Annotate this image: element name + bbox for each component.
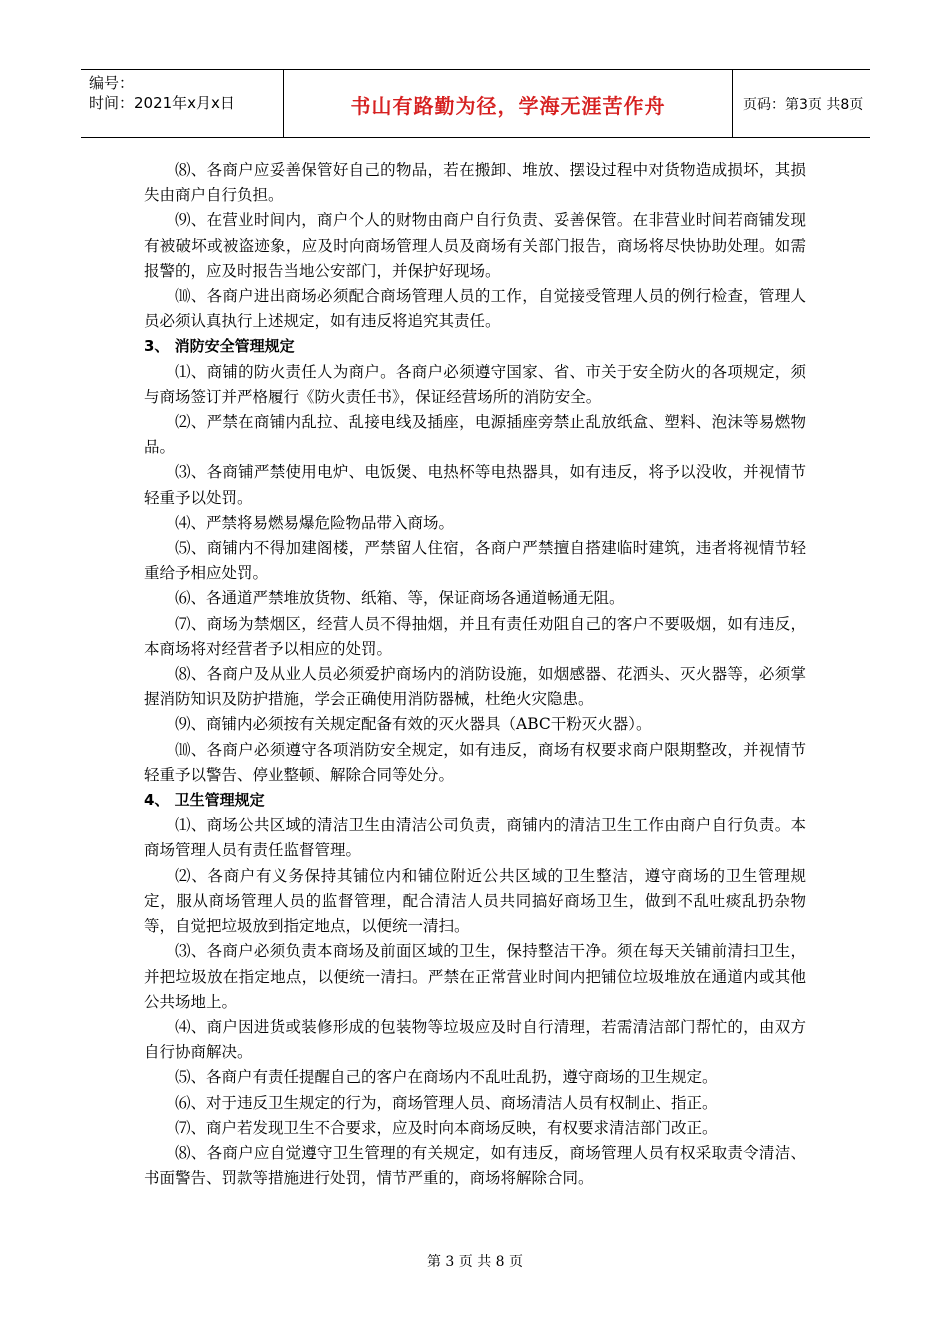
- page-footer: 第 3 页 共 8 页: [426, 1254, 524, 1270]
- section-heading: 3、 消防安全管理规定: [144, 337, 295, 356]
- regulation-item: ⑵、严禁在商铺内乱拉、乱接电线及插座，电源插座旁禁止乱放纸盒、塑料、泡沫等易燃物品。: [144, 413, 806, 457]
- page-header: [81, 69, 870, 138]
- regulation-item: ⑽、各商户必须遵守各项消防安全规定，如有违反，商场有权要求商户限期整改，并视情节轻重予以警告、停业整顿、解除合同等处分。: [144, 740, 806, 784]
- regulation-item: ⑻、各商户应妥善保管好自己的物品，若在搬卸、堆放、摆设过程中对货物造成损坏，其损失由商户自行负担。: [144, 161, 806, 205]
- regulation-item: ⑻、各商户及从业人员必须爱护商场内的消防设施，如烟感器、花洒头、灭火器等，必须掌握消防知识及防护措施，学会正确使用消防器械，杜绝火灾隐患。: [144, 665, 806, 709]
- header-info-cell: [81, 70, 284, 137]
- header-motto-cell: [284, 70, 733, 137]
- header-page-info: 页码：第3页 共8页: [743, 97, 864, 113]
- regulation-item: ⑹、对于违反卫生规定的行为，商场管理人员、商场清洁人员有权制止、指正。: [175, 1093, 718, 1112]
- regulation-item: ⑻、各商户应自觉遵守卫生管理的有关规定，如有违反，商场管理人员有权采取责令清洁、书面警告、罚款等措施进行处罚，情节严重的，商场将解除合同。: [144, 1143, 806, 1188]
- regulation-item: ⑵、各商户有义务保持其铺位内和铺位附近公共区域的卫生整洁，遵守商场的卫生管理规定，服从商场管理人员的监督管理，配合清洁人员共同搞好商场卫生，做到不乱吐痰乱扔杂物等，自觉把垃圾放到指定地点，以便统一清扫。: [144, 866, 806, 936]
- regulation-item: ⑹、各通道严禁堆放货物、纸箱、等，保证商场各通道畅通无阻。: [175, 589, 625, 608]
- regulation-item: ⑺、商户若发现卫生不合要求，应及时向本商场反映，有权要求清洁部门改正。: [175, 1118, 718, 1137]
- regulation-item: ⑸、商铺内不得加建阁楼，严禁留人住宿，各商户严禁擅自搭建临时建筑，违者将视情节轻重给予相应处罚。: [144, 539, 806, 583]
- header-motto: 书山有路勤为径，学海无涯苦作舟: [350, 94, 666, 118]
- regulation-item: ⑺、商场为禁烟区，经营人员不得抽烟，并且有责任劝阻自己的客户不要吸烟，如有违反，本商场将对经营者予以相应的处罚。: [144, 614, 806, 658]
- regulation-item: ⑶、各商户必须负责本商场及前面区域的卫生，保持整洁干净。须在每天关铺前清扫卫生，并把垃圾放在指定地点，以便统一清扫。严禁在正常营业时间内把铺位垃圾堆放在通道内或其他公共场地上。: [144, 942, 806, 1011]
- regulation-item: ⑶、各商铺严禁使用电炉、电饭煲、电热杯等电热器具，如有违反，将予以没收，并视情节轻重予以处罚。: [144, 463, 806, 507]
- regulation-item: ⑽、各商户进出商场必须配合商场管理人员的工作，自觉接受管理人员的例行检查，管理人员必须认真执行上述规定，如有违反将追究其责任。: [144, 287, 806, 331]
- regulation-item: ⑼、商铺内必须按有关规定配备有效的灭火器具（ABC干粉灭火器）。: [175, 715, 652, 734]
- regulation-item: ⑸、各商户有责任提醒自己的客户在商场内不乱吐乱扔，遵守商场的卫生规定。: [175, 1068, 718, 1087]
- regulation-item: ⑴、商场公共区域的清洁卫生由清洁公司负责，商铺内的清洁卫生工作由商户自行负责。本商场管理人员有责任监督管理。: [144, 816, 806, 860]
- regulation-item: ⑴、商铺的防火责任人为商户。各商户必须遵守国家、省、市关于安全防火的各项规定，须与商场签订并严格履行《防火责任书》，保证经营场所的消防安全。: [144, 362, 806, 406]
- regulation-item: ⑼、在营业时间内，商户个人的财物由商户自行负责、妥善保管。在非营业时间若商铺发现有被破坏或被盗迹象，应及时向商场管理人员及商场有关部门报告，商场将尽快协助处理。如需报警的，应及时报告当地公安部门，并保护好现场。: [144, 211, 806, 280]
- regulation-item: ⑷、商户因进货或装修形成的包装物等垃圾应及时自行清理，若需清洁部门帮忙的，由双方自行协商解决。: [144, 1017, 806, 1062]
- document-time-label: 时间：2021年x月x日: [89, 94, 235, 112]
- document-number-label: 编号：: [89, 74, 135, 92]
- document-body: [144, 158, 806, 1191]
- header-page-cell: [733, 70, 870, 137]
- section-heading: 4、 卫生管理规定: [144, 791, 265, 810]
- regulation-item: ⑷、严禁将易燃易爆危险物品带入商场。: [175, 513, 455, 532]
